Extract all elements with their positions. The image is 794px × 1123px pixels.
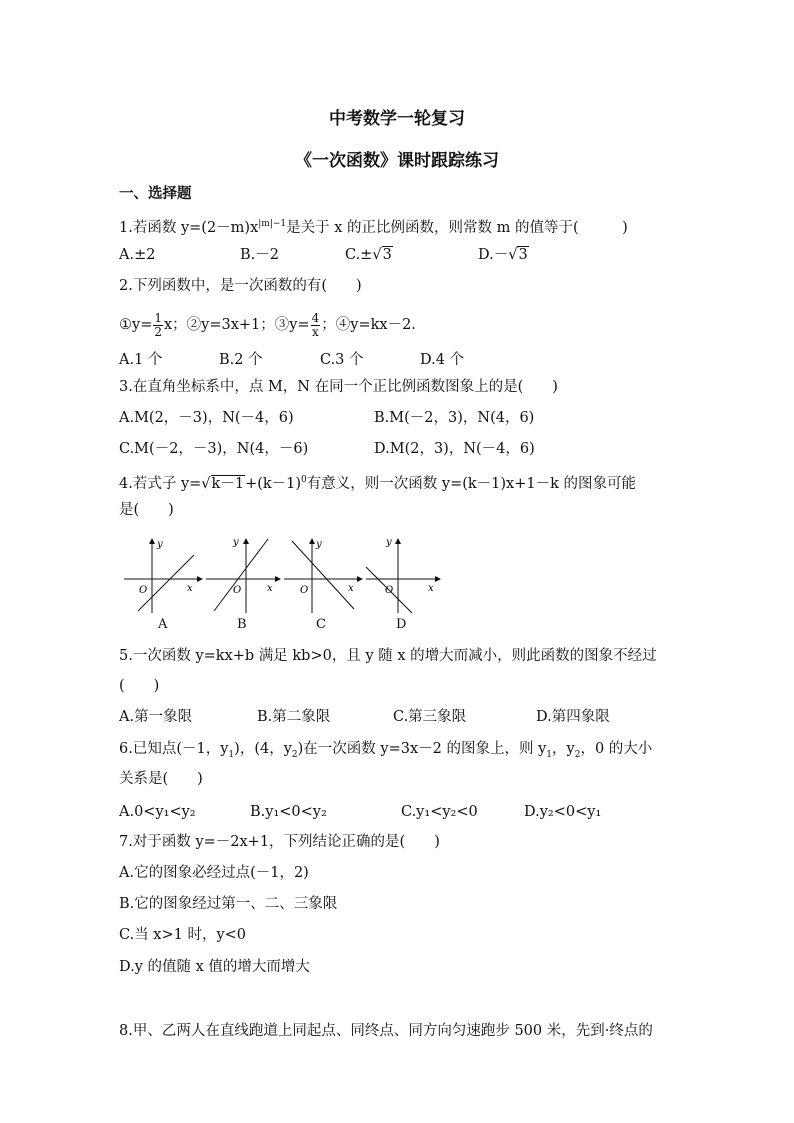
q4-graph-c-caption: C — [316, 617, 326, 632]
graph-b-x-label: x — [267, 583, 273, 594]
graph-b-origin: O — [233, 585, 242, 596]
q4-graph-a — [124, 539, 202, 613]
q4-graph-c — [284, 539, 362, 613]
graph-c-origin: O — [300, 585, 309, 596]
q6-option-d: D.y₂<0<y₁ — [524, 804, 602, 820]
q1-option-b: B.－2 — [240, 247, 279, 263]
section-heading: 一、选择题 — [119, 186, 192, 202]
q2-option-b: B.2 个 — [219, 352, 263, 368]
q7-option-a: A.它的图象必经过点(－1，2) — [119, 865, 309, 881]
graph-a-origin: O — [139, 585, 148, 596]
graph-c-line — [292, 541, 354, 609]
q4-graph-d-caption: D — [396, 617, 407, 632]
question-7-stem: 7.对于函数 y=－2x+1，下列结论正确的是( ) — [119, 834, 440, 850]
question-2-items: ①y= $\frac{1}{2}$ x；②y=3x+1；③y= $\frac{4}{x}$ ；④y=kx－2. — [119, 310, 416, 339]
q5-option-a: A.第一象限 — [119, 709, 193, 725]
graph-c-y-label: y — [316, 539, 322, 550]
q4-graph-b-caption: B — [237, 617, 247, 632]
graph-b-y-label: y — [233, 537, 239, 548]
question-1-stem: 1.若函数 $y=(2-m)x^{|m|-1}$是关于 x 的正比例函数，则常数 m 的值等于( ) — [119, 219, 628, 236]
graph-a-x-label: x — [187, 583, 193, 594]
q7-option-c: C.当 x>1 时，y<0 — [119, 927, 247, 943]
q6-option-c: C.y₁<y₂<0 — [401, 804, 478, 820]
graph-c-x-label: x — [348, 583, 354, 594]
document-title: 中考数学一轮复习 — [329, 109, 465, 129]
q3-option-c: C.M(－2，－3)，N(4，－6) — [119, 441, 309, 457]
graph-a-line — [138, 555, 194, 611]
graph-a-y-label: y — [157, 539, 163, 550]
q4-graph-b — [206, 537, 280, 613]
question-5-stem: 5.一次函数 y=kx+b 满足 kb>0，且 y 随 x 的增大而减小，则此函数的图象不经过 — [119, 648, 657, 664]
graph-d-origin: O — [385, 585, 394, 596]
question-5-stem-line2: ( ) — [119, 678, 160, 694]
q2-option-a: A.1 个 — [119, 352, 163, 368]
q4-graph-figure — [122, 535, 452, 615]
q3-option-a: A.M(2，－3)，N(－4，6) — [119, 410, 294, 426]
q1-option-c: C.±√3 — [345, 247, 392, 263]
q4-graph-a-caption: A — [158, 617, 168, 632]
q5-option-b: B.第二象限 — [257, 709, 331, 725]
q1-option-d: D.－√3 — [478, 247, 528, 263]
q4-graph-d — [366, 537, 440, 613]
q3-option-b: B.M(－2，3)，N(4，6) — [374, 410, 535, 426]
q3-option-d: D.M(2，3)，N(－4，6) — [374, 441, 535, 457]
document-subtitle: 《一次函数》课时跟踪练习 — [295, 151, 499, 171]
q2-option-c: C.3 个 — [320, 352, 364, 368]
question-3-stem: 3.在直角坐标系中，点 M，N 在同一个正比例函数图象上的是( ) — [119, 379, 558, 395]
question-8-stem: 8.甲、乙两人在直线跑道上同起点、同终点、同方向匀速跑步 500 米，先到·终点的 — [119, 1023, 653, 1039]
q2-option-d: D.4 个 — [420, 352, 465, 368]
graph-d-x-label: x — [428, 583, 434, 594]
question-4-stem: 4.若式子 $y=√k-1+(k-1)^0$有意义，则一次函数 y=(k－1)x+1－k 的图象可能 — [119, 475, 637, 492]
question-6-stem-line2: 关系是( ) — [119, 771, 203, 787]
q5-option-c: C.第三象限 — [393, 709, 467, 725]
question-4-stem-line2: 是( ) — [119, 502, 174, 518]
q6-option-b: B.y₁<0<y₂ — [250, 804, 327, 820]
graph-b-line — [214, 539, 268, 611]
q1-option-a: A.±2 — [119, 247, 156, 263]
q7-option-b: B.它的图象经过第一、二、三象限 — [119, 896, 338, 912]
q5-option-d: D.第四象限 — [536, 709, 610, 725]
question-2-stem: 2.下列函数中，是一次函数的有( ) — [119, 278, 362, 294]
question-6-stem: 6.已知点(－1，$y_1$)，(4，$y_2$)在一次函数 y=3x－2 的图象上，则 $y_1$，$y_2$，0 的大小 — [119, 741, 653, 760]
graph-d-y-label: y — [386, 537, 392, 548]
q6-option-a: A.0<y₁<y₂ — [119, 804, 196, 820]
q7-option-d: D.y 的值随 x 值的增大而增大 — [119, 959, 310, 975]
